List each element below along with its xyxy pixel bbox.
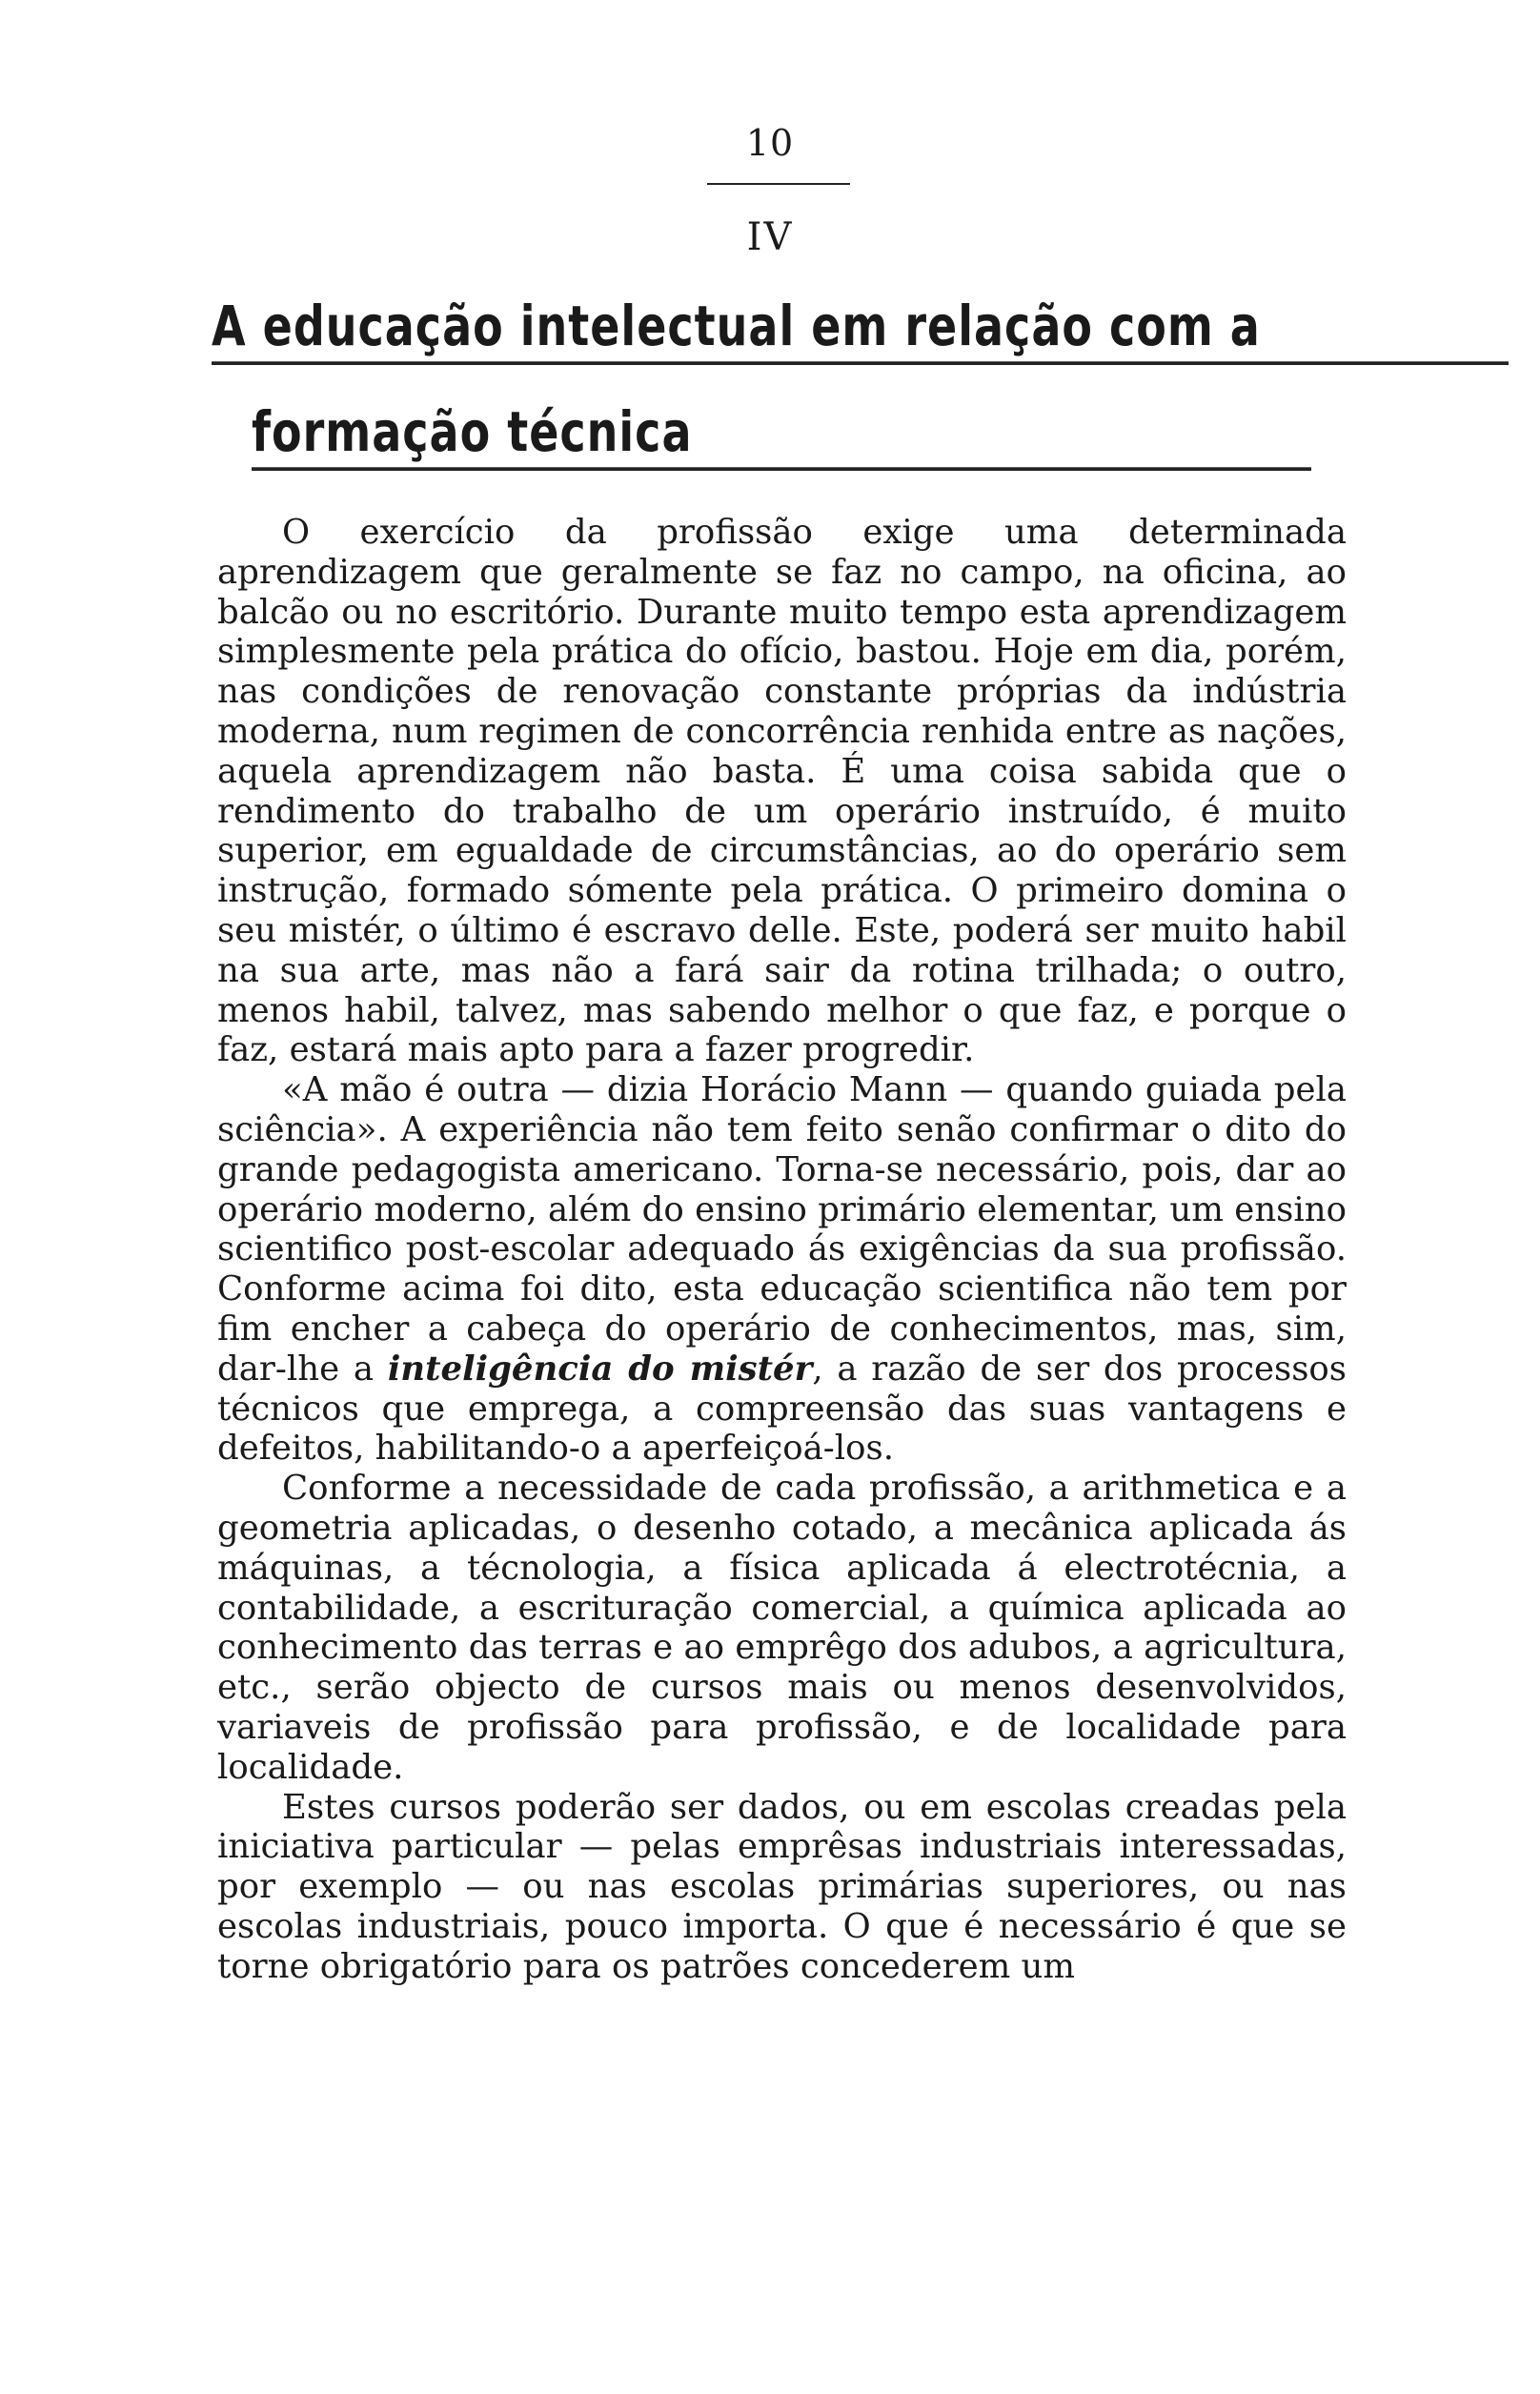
section-title-line-2: formação técnica [252, 396, 1311, 471]
paragraph-3: Conforme a necessidade de cada profissão, a arithmetica e a geometria aplicadas, o desenho cotado, a mecânica aplicada ás máquinas, a técnologia, a física aplicada á electrotécnia, a contabilidade, a escrituração comercial, a química aplicada ao conhecimento das terras e ao emprêgo dos adubos, a agricultura, etc., serão objecto de cursos mais ou menos desenvolvidos, variaveis de profissão para profissão, e de localidade para localidade. [217, 1469, 1347, 1787]
page-number-divider [707, 183, 850, 185]
section-title [212, 294, 1355, 471]
section-title-line-1: A educação intelectual em relação com a [212, 290, 1509, 365]
paragraph-2 [217, 1070, 1347, 1469]
page-number: 10 [745, 122, 795, 164]
chapter-numeral: IV [746, 215, 794, 259]
paragraph-4: Estes cursos poderão ser dados, ou em escolas creadas pela iniciativa particular — pelas emprêsas industriais interessadas, por exemplo — ou nas escolas primárias superiores, ou nas escolas industriais, pouco importa. O que é necessário é que se torne obrigatório para os patrões concederem um [217, 1787, 1347, 1986]
paragraph-1: O exercício da profissão exige uma determinada aprendizagem que geralmente se faz no campo, na oficina, ao balcão ou no escritório. Durante muito tempo esta aprendizagem simplesmente pela prática do ofício, bastou. Hoje em dia, porém, nas condições de renovação constante próprias da indústria moderna, num regimen de concorrência renhida entre as nações, aquela aprendizagem não basta. É uma coisa sabida que o rendimento do trabalho de um operário instruído, é muito superior, em egualdade de circumstâncias, ao do operário sem instrução, formado sómente pela prática. O primeiro domina o seu mistér, o último é escravo delle. Este, poderá ser muito habil na sua arte, mas não a fará sair da rotina trilhada; o outro, menos habil, talvez, mas sabendo melhor o que faz, e porque o faz, estará mais apto para a fazer progredir. [217, 513, 1347, 1070]
paragraph-2-text-start: «A mão é outra — dizia Horácio Mann — quando guiada pela sciência». A experiência não tem feito senão confirmar o dito do grande pedagogista americano. Torna-se necessário, pois, dar ao operário moderno, além do ensino primário elementar, um ensino scientifico post-escolar adequado ás exigências da sua profissão. Conforme acima foi dito, esta educação scientifica não tem por fim encher a cabeça do operário de conhecimentos, mas, sim, dar-lhe a [217, 1070, 1347, 1389]
paragraph-2-text-end: , a razão de ser dos processos técnicos que emprega, a compreensão das suas vantagens e defeitos, habilitando-o a aperfeiçoá-los. [217, 1349, 1348, 1469]
body-text [217, 513, 1347, 1986]
paragraph-2-emphasis: inteligência do mistér [387, 1349, 813, 1389]
